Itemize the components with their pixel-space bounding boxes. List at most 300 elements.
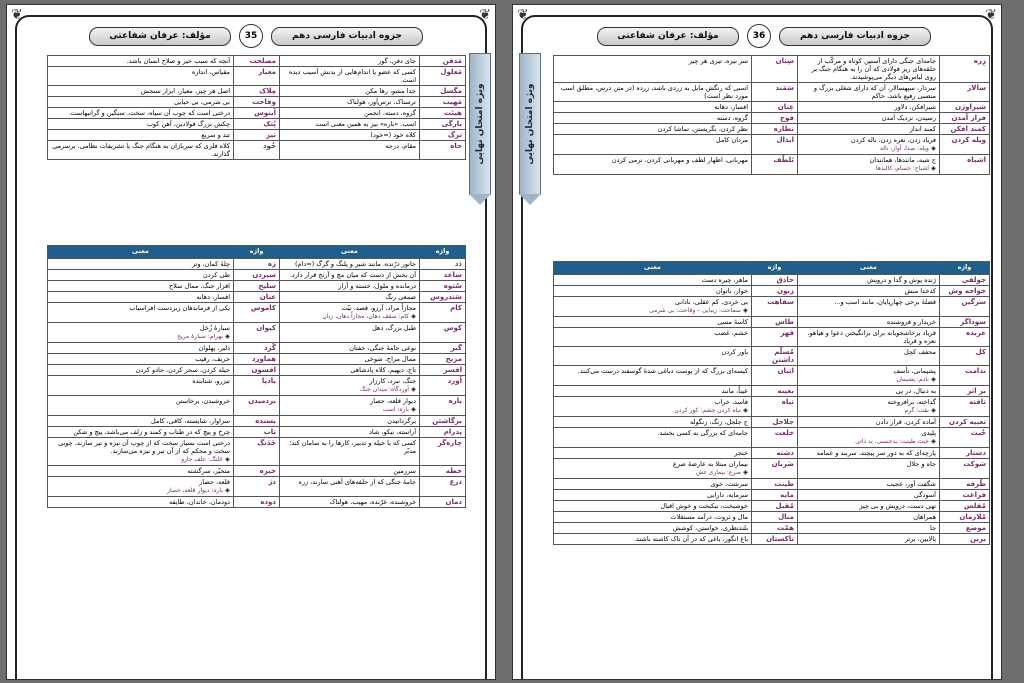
corner-ornament-icon: ❦ xyxy=(479,7,491,23)
vocab-word: پُتک xyxy=(234,119,280,130)
vocab-meaning: شگفت آور، عجیب xyxy=(886,480,936,488)
vocab-word: شوکت xyxy=(940,459,990,479)
table-row xyxy=(48,270,466,281)
table-row xyxy=(48,292,466,303)
vocab-meaning-cell xyxy=(554,275,752,286)
vocab-meaning-cell xyxy=(554,448,752,459)
vocab-note: بهرام: سیارهٔ مریخ xyxy=(177,333,223,340)
col-header-word: واژه xyxy=(420,246,466,259)
vocab-meaning: ماهر، چیره دست xyxy=(701,276,748,284)
vocab-meaning-cell xyxy=(48,354,234,365)
vocab-meaning-cell xyxy=(798,155,940,175)
vocab-word: سِنان xyxy=(752,56,798,83)
vocab-meaning-cell xyxy=(280,303,420,323)
vocab-meaning-cell xyxy=(554,297,752,317)
vocab-meaning: سردار، سپهسالار، آن که دارای شغلی بزرگ و منصبی رفیع باشد، حاکم xyxy=(813,84,936,100)
vocab-word: کوس xyxy=(420,323,466,343)
vocab-word: ندامت xyxy=(940,366,990,386)
corner-ornament-icon: ❦ xyxy=(517,7,529,23)
vocab-meaning: همراهان xyxy=(913,513,936,521)
vocab-meaning: چلهٔ کمان، وتر xyxy=(191,260,230,268)
vocab-word: کاموس xyxy=(234,303,280,323)
vocab-meaning: جامه‌ای که بزرگی به کسی بخشد. xyxy=(657,429,748,437)
note-diamond-icon: ◈ xyxy=(740,468,748,476)
vocab-note: ویله: صدا، آواز، ناله xyxy=(879,145,929,152)
vocab-word: تعبیه کردن xyxy=(940,417,990,428)
vocab-word: مَعلول xyxy=(420,67,466,86)
vocab-word: مگسل xyxy=(420,86,466,97)
vocab-note: آوردگاه: میدان جنگ xyxy=(359,386,409,393)
vocab-meaning-cell xyxy=(280,396,420,416)
vocab-meaning: خریدار و فروشنده xyxy=(886,318,936,326)
vocab-word: دمان xyxy=(420,497,466,508)
vocab-meaning: اسبی که رنگش مایل به زردی باشد، زرده (در متن درس، مطلق اسب مورد نظر است) xyxy=(561,84,748,100)
vocab-meaning-cell xyxy=(554,523,752,534)
vocab-meaning-cell xyxy=(280,438,420,466)
vocab-meaning-cell xyxy=(798,135,940,155)
vocab-word: مُفلس xyxy=(940,501,990,512)
author-label: مؤلف: عرفان شفاعتی xyxy=(89,27,231,46)
vocab-word: خواجه وش xyxy=(940,286,990,297)
vocab-meaning-cell xyxy=(798,428,940,448)
vocab-word: مُسلّم داشتن xyxy=(752,347,798,366)
vocab-meaning-cell xyxy=(48,427,234,438)
vocab-meaning: یکی از فرماندهان زیردست افراسیاب xyxy=(129,304,230,312)
vocab-word: گبر xyxy=(420,343,466,354)
table-row xyxy=(48,303,466,323)
vocab-meaning-cell xyxy=(48,303,234,323)
vocab-word: ضَربان xyxy=(752,459,798,479)
vocab-word: طُرفه xyxy=(940,479,990,490)
vocab-meaning-cell xyxy=(554,317,752,328)
vocab-meaning: جانور درّنده، مانند شیر و پلنگ و گرگ (=دام) xyxy=(295,260,416,268)
vocab-note: کام: سقف دهان، مجازاً دهان، زبان xyxy=(322,313,409,320)
vocab-word: کل xyxy=(940,347,990,366)
vocab-meaning-cell xyxy=(798,490,940,501)
note-diamond-icon: ◈ xyxy=(740,306,748,314)
vocab-note: نفت: گرم xyxy=(904,407,929,414)
left-page xyxy=(6,4,496,680)
vocab-meaning: خشم، غضب xyxy=(714,329,748,337)
vocab-meaning: فاسد، خراب xyxy=(714,398,748,406)
vocab-meaning: جا xyxy=(930,524,936,532)
vocab-meaning-cell xyxy=(280,259,420,270)
vocab-word: بادپا xyxy=(234,376,280,396)
vocab-word: سَمَند xyxy=(752,83,798,102)
vocab-word: مَهیب xyxy=(420,97,466,108)
vocab-word: قهر xyxy=(752,328,798,347)
vocab-meaning: ج جلجل، زنگ، زنگوله xyxy=(689,418,748,426)
vocab-meaning-cell xyxy=(798,83,940,102)
vocab-meaning: آن بخش از دست که میان مچ و آرنج قرار دارد. xyxy=(289,271,416,279)
vocab-word: دستار xyxy=(940,448,990,459)
vocab-meaning: گداخته، برافروخته xyxy=(887,398,936,406)
vocab-word: دَد xyxy=(420,259,466,270)
table-row xyxy=(48,97,466,108)
table-row xyxy=(554,275,990,286)
vocab-meaning-cell xyxy=(554,386,752,397)
vocab-meaning-cell xyxy=(280,281,420,292)
vocab-word: کیوان xyxy=(234,323,280,343)
vocab-word: هماورد xyxy=(234,354,280,365)
vocab-note: سماحت: زیبایی – وقاحت: بی شرمی xyxy=(649,307,741,314)
vocab-meaning-cell xyxy=(798,501,940,512)
vocab-meaning-cell xyxy=(280,477,420,497)
vocab-meaning-cell xyxy=(48,119,234,130)
vocab-word: چاره‌گر xyxy=(420,438,466,466)
vocab-word: موضع xyxy=(940,523,990,534)
table-row xyxy=(554,113,990,124)
vocab-meaning: قلعه، حصار xyxy=(199,478,230,486)
note-diamond-icon: ◈ xyxy=(928,375,936,383)
vocab-meaning: تیزرو، شتابنده xyxy=(192,377,230,385)
vocab-meaning: حریف، رقیب xyxy=(195,355,230,363)
table-row xyxy=(554,286,990,297)
vocab-meaning: تند و سریع xyxy=(201,131,230,139)
vocab-meaning-cell xyxy=(554,102,752,113)
vocab-meaning-cell xyxy=(280,86,420,97)
table-row xyxy=(48,108,466,119)
vocab-word: خطه xyxy=(420,466,466,477)
vocab-word: بارگی xyxy=(420,119,466,130)
vocab-meaning-cell xyxy=(48,56,234,67)
table-row xyxy=(554,428,990,448)
table-row xyxy=(48,376,466,396)
table-row xyxy=(48,497,466,508)
col-header-meaning: معنی xyxy=(554,262,752,275)
vocab-meaning-cell xyxy=(798,286,940,297)
vocab-word: زه xyxy=(234,259,280,270)
vocab-word: مُقبل xyxy=(752,501,798,512)
vocab-meaning: جامهٔ جنگی که از حلقه‌های آهنی سازند، زره xyxy=(298,478,416,486)
table-row xyxy=(554,124,990,135)
vocab-meaning-cell xyxy=(48,466,234,477)
vocab-meaning-cell xyxy=(798,317,940,328)
vocab-meaning: کاسهٔ مسی xyxy=(717,318,748,326)
vocab-meaning: طی کردن xyxy=(202,271,230,279)
table-row xyxy=(48,67,466,86)
vocab-meaning: دیوار قلعه، حصار xyxy=(370,397,416,405)
vocab-meaning: جدا مشو، رها مکن xyxy=(365,87,416,95)
vocab-meaning: بیماران مبتلا به عارضهٔ صرع xyxy=(672,460,748,468)
vocab-word: دوده xyxy=(234,497,280,508)
vocab-meaning: کیسه‌ای بزرگ که از پوست دباغی شدهٔ گوسفند درست می‌کنند. xyxy=(577,367,748,375)
vocab-meaning: فریاد زدن، نعره زدن، ناله کردن xyxy=(850,136,936,144)
vocab-word: کمند افکن xyxy=(940,124,990,135)
table-row xyxy=(48,396,466,416)
vocab-meaning-cell xyxy=(280,97,420,108)
vocab-word: معیار xyxy=(234,67,280,86)
vocab-meaning: کدخدا منش xyxy=(904,287,936,295)
vocab-meaning-cell xyxy=(798,275,940,286)
vocab-meaning: مجازاً مراد، آرزو، قصد، نیّت xyxy=(341,304,416,312)
vocab-meaning: ترسناک، ترس‌آور، هولناک xyxy=(347,98,416,106)
vocab-meaning: افزار جنگ، ممال سلاح xyxy=(168,282,230,290)
vocab-meaning: مهربانی، اظهار لطف و مهربانی کردن، نرمی کردن xyxy=(611,156,748,164)
corner-ornament-icon: ❦ xyxy=(985,7,997,23)
vocab-meaning: باغ انگور، باغی که در آن تاک کاشته باشند. xyxy=(633,535,748,543)
vocab-meaning-cell xyxy=(554,328,752,347)
vocab-word: تاب xyxy=(234,427,280,438)
vocab-meaning: مقیاس، اندازه xyxy=(191,68,230,76)
vocab-meaning-cell xyxy=(280,141,420,160)
vocab-meaning: دلیر، پهلوان xyxy=(198,344,230,352)
corner-ornament-icon: ❦ xyxy=(11,7,23,23)
vocab-meaning: باور کردن xyxy=(721,348,748,356)
vocab-meaning: برگردانیدن xyxy=(387,417,416,425)
vocab-word: وقاحت xyxy=(234,97,280,108)
vocab-word: فراغت xyxy=(940,490,990,501)
note-diamond-icon: ◈ xyxy=(408,405,416,413)
vocab-meaning: جامه‌ای جنگی دارای آستین کوتاه و مرکّب از حلقه‌های ریز فولادی که آن را به هنگام جنگ بر روی لباس‌های دیگر می‌پوشیدند. xyxy=(811,57,936,81)
vocab-meaning: کلاه خود (=خود) xyxy=(370,131,416,139)
vocab-word: اشباه xyxy=(940,155,990,175)
vocab-word: دشنه xyxy=(752,448,798,459)
col-header-word: واژه xyxy=(752,262,798,275)
vocab-meaning: جاه و جلال xyxy=(906,460,936,468)
table-row xyxy=(554,534,990,545)
note-diamond-icon: ◈ xyxy=(928,406,936,414)
vocab-meaning-cell xyxy=(554,83,752,102)
col-header-meaning: معنی xyxy=(48,246,234,259)
vocab-meaning-cell xyxy=(554,124,752,135)
vocab-word: کام xyxy=(420,303,466,323)
note-diamond-icon: ◈ xyxy=(222,332,230,340)
vocab-meaning: چکش بزرگ فولادین، آهن کوب xyxy=(146,120,230,128)
table-row xyxy=(554,102,990,113)
vocab-word: بعینه xyxy=(752,386,798,397)
vocab-meaning-cell xyxy=(48,270,234,281)
vocab-meaning-cell xyxy=(280,497,420,508)
vocab-meaning-cell xyxy=(554,56,752,83)
vocab-word: انبان xyxy=(752,366,798,386)
table-row xyxy=(48,343,466,354)
vocab-meaning-cell xyxy=(48,438,234,466)
vocab-table-main xyxy=(553,261,990,545)
table-row xyxy=(554,417,990,428)
vocab-word: خلعت xyxy=(752,428,798,448)
vocab-word: جلاجل xyxy=(752,417,798,428)
table-row xyxy=(48,86,466,97)
vocab-meaning: بی شرمی، بی حیایی xyxy=(174,98,230,106)
vocab-word: سفاهت xyxy=(752,297,798,317)
vocab-meaning: تهی دست، درویش و بی چیز xyxy=(859,502,936,510)
vocab-note: نادم: پشیمان xyxy=(896,376,929,383)
vocab-meaning-cell xyxy=(554,135,752,155)
vocab-word: همّت xyxy=(752,523,798,534)
vocab-word: هیئت xyxy=(420,108,466,119)
vocab-meaning-cell xyxy=(48,365,234,376)
vocab-word: مزیح xyxy=(420,354,466,365)
vocab-meaning-cell xyxy=(280,108,420,119)
vocab-note: تباه کردن چشم: کور کردن xyxy=(674,407,741,414)
note-diamond-icon: ◈ xyxy=(740,406,748,414)
vocab-word: افسر xyxy=(420,365,466,376)
vocab-word: سالار xyxy=(940,83,990,102)
vocab-meaning-cell xyxy=(48,292,234,303)
table-row xyxy=(554,297,990,317)
vocab-meaning: آماده کردن، قرار دادن xyxy=(875,418,936,426)
vocab-meaning-cell xyxy=(798,113,940,124)
table-row xyxy=(554,83,990,102)
vocab-meaning-cell xyxy=(280,292,420,303)
vocab-meaning-cell xyxy=(280,354,420,365)
vocab-meaning-cell xyxy=(280,270,420,281)
vocab-meaning-cell xyxy=(48,108,234,119)
vocab-meaning-cell xyxy=(48,86,234,97)
vocab-meaning-cell xyxy=(48,259,234,270)
vocab-word: درع xyxy=(420,477,466,497)
vocab-word: خُود xyxy=(234,141,280,160)
vocab-word: ترگ xyxy=(420,130,466,141)
vocab-meaning-cell xyxy=(554,501,752,512)
page-number: 35 xyxy=(239,24,263,48)
vocab-meaning-cell xyxy=(280,323,420,343)
note-diamond-icon: ◈ xyxy=(408,385,416,393)
vocab-meaning: درختی است که چوب آن سیاه، سخت، سنگین و گرانبهاست. xyxy=(68,109,230,117)
vocab-meaning-cell xyxy=(48,130,234,141)
table-row xyxy=(554,397,990,417)
vocab-meaning: اصل هر چیز، معیار، ابزار سنجش xyxy=(140,87,230,95)
vocab-meaning: سر نیزه، تیزی هر چیز xyxy=(688,57,748,65)
table-row xyxy=(554,155,990,175)
vocab-meaning-cell xyxy=(798,534,940,545)
vocab-word: جاه xyxy=(420,141,466,160)
vocab-note: اشباح: جسام، کالبدها xyxy=(875,165,929,172)
vocab-word: جولقی xyxy=(940,275,990,286)
vocab-word: طاس xyxy=(752,317,798,328)
note-diamond-icon: ◈ xyxy=(222,486,230,494)
vocab-meaning: کمند انداز xyxy=(909,125,936,133)
vocab-meaning-cell xyxy=(280,376,420,396)
vocab-meaning-cell xyxy=(48,67,234,86)
vocab-meaning: سرشت، خوی xyxy=(710,480,748,488)
table-row xyxy=(48,130,466,141)
vocab-meaning-cell xyxy=(798,479,940,490)
vocab-word: افسون xyxy=(234,365,280,376)
vocab-meaning-cell xyxy=(48,343,234,354)
vocab-meaning-cell xyxy=(798,102,940,113)
vocab-table-top xyxy=(47,55,466,160)
vocab-meaning: ژنده پوش و گدا و درویش xyxy=(866,276,936,284)
vocab-meaning: دودمان، خاندان، طایفه xyxy=(168,498,230,506)
vocab-word: سپردن xyxy=(234,270,280,281)
vocab-word: مَدفن xyxy=(420,56,466,67)
vocab-meaning: طبل بزرگ، دهل xyxy=(372,324,416,332)
vocab-meaning: ممال مزاح، شوخی xyxy=(364,355,416,363)
vocab-meaning-cell xyxy=(554,113,752,124)
vocab-meaning: محفف کچل xyxy=(904,348,936,356)
vocab-note: صرع: بیماری غش xyxy=(695,469,741,476)
vocab-meaning-cell xyxy=(798,366,940,386)
vocab-meaning: سرزمین xyxy=(393,467,416,475)
vocab-word: زِره xyxy=(940,56,990,83)
vocab-meaning-cell xyxy=(798,328,940,347)
vocab-meaning: عیناً، مانند xyxy=(721,387,748,395)
vocab-word: سرگین xyxy=(940,297,990,317)
table-row xyxy=(554,448,990,459)
vocab-meaning: بلندنظری، خواستن، کوشش xyxy=(672,524,748,532)
table-row xyxy=(48,354,466,365)
vocab-meaning: کسی که با حیله و تدبیر، کارها را به سامان کند؛ مدبّر xyxy=(289,439,416,455)
vocab-meaning-cell xyxy=(48,396,234,416)
vocab-meaning: افسار، دهانه xyxy=(196,293,230,301)
vocab-meaning-cell xyxy=(48,477,234,497)
vocab-meaning-cell xyxy=(280,67,420,86)
vocab-meaning-cell xyxy=(798,297,940,317)
vocab-meaning: آسودگی xyxy=(913,491,936,499)
table-row xyxy=(48,466,466,477)
vocab-meaning: سیارهٔ زُحَل xyxy=(199,324,230,332)
vocab-word: تافته xyxy=(940,397,990,417)
vocab-word: مایه xyxy=(752,490,798,501)
vocab-meaning: مقام، درجه xyxy=(385,142,416,150)
side-tab: ویژه امتحان نهایی xyxy=(469,53,491,195)
vocab-meaning-cell xyxy=(798,386,940,397)
table-row xyxy=(48,141,466,160)
vocab-meaning: شیرافکن، دلاور xyxy=(894,103,936,111)
table-row xyxy=(48,438,466,466)
vocab-word: آبنوس xyxy=(234,108,280,119)
vocab-word: بردمیدن xyxy=(234,396,280,416)
vocab-word: خَدَنگ xyxy=(234,438,280,466)
table-row xyxy=(48,477,466,497)
table-row xyxy=(48,259,466,270)
vocab-word: سوداگر xyxy=(940,317,990,328)
note-diamond-icon: ◈ xyxy=(928,144,936,152)
vocab-meaning-cell xyxy=(798,448,940,459)
vocab-word: بسنده xyxy=(234,416,280,427)
table-row xyxy=(554,56,990,83)
table-row xyxy=(554,347,990,366)
table-row xyxy=(554,386,990,397)
table-row xyxy=(554,317,990,328)
vocab-word: سَندروس xyxy=(420,292,466,303)
vocab-meaning: بالایین، برتر xyxy=(904,535,936,543)
vocab-meaning-cell xyxy=(48,323,234,343)
vocab-meaning: خنجر xyxy=(734,449,748,457)
table-row xyxy=(48,427,466,438)
vocab-meaning: درمانده و ملول، خسته و آزار xyxy=(338,282,416,290)
note-diamond-icon: ◈ xyxy=(928,164,936,172)
vocab-meaning-cell xyxy=(554,286,752,297)
vocab-meaning-cell xyxy=(280,416,420,427)
table-row xyxy=(554,523,990,534)
vocab-meaning-cell xyxy=(798,459,940,479)
note-diamond-icon: ◈ xyxy=(222,455,230,463)
vocab-meaning: جنگ، نبرد، کارزار xyxy=(369,377,416,385)
vocab-meaning-cell xyxy=(48,281,234,292)
vocab-meaning-cell xyxy=(798,56,940,83)
vocab-meaning: خروشنده، غرّنده، مهیب، هولناک xyxy=(329,498,416,506)
col-header-word: واژه xyxy=(234,246,280,259)
vocab-word: سُتوه xyxy=(420,281,466,292)
vocab-word: حاذق xyxy=(752,275,798,286)
vocab-word: شیراوژن xyxy=(940,102,990,113)
table-row xyxy=(554,459,990,479)
vocab-word: دژ xyxy=(234,477,280,497)
vocab-meaning-cell xyxy=(554,417,752,428)
vocab-meaning-cell xyxy=(48,141,234,160)
vocab-meaning: فریاد برخاشجویانه برای برانگیختن دعوا و هیاهو، نعره و فریاد xyxy=(807,329,936,345)
vocab-word: عربده xyxy=(940,328,990,347)
table-row xyxy=(48,416,466,427)
vocab-meaning: مردان کامل xyxy=(715,136,748,144)
vocab-meaning: حیله کردن، سحر کردن، جادو کردن xyxy=(135,366,230,374)
table-row xyxy=(48,119,466,130)
vocab-meaning: گروه، دسته xyxy=(716,114,748,122)
table-row xyxy=(554,479,990,490)
